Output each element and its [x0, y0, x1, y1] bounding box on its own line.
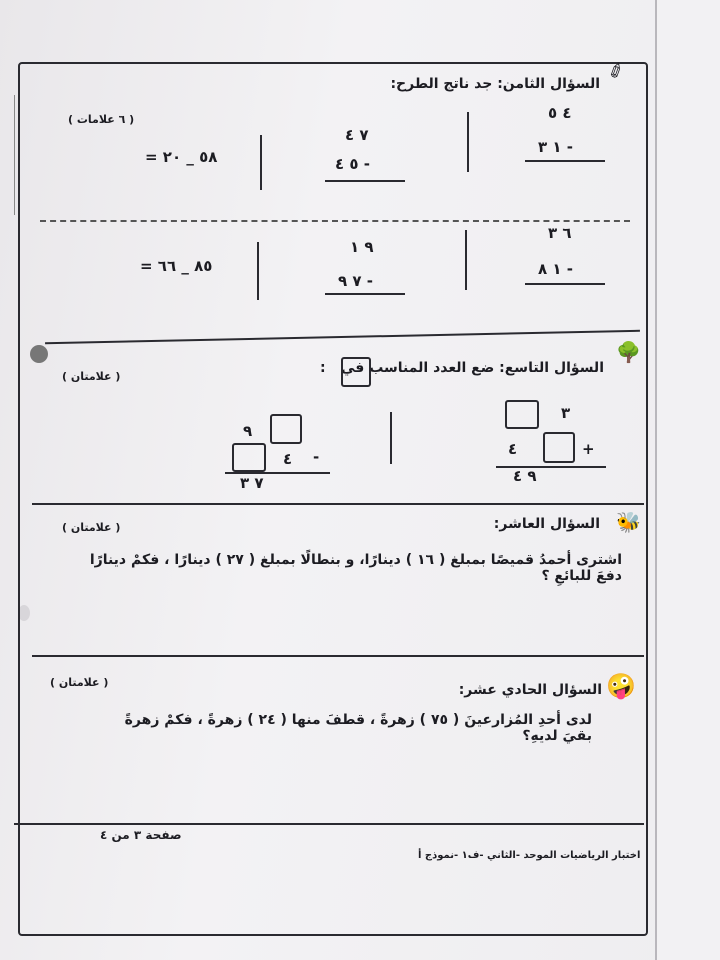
q8-p5-top: ٩ ١ — [350, 238, 374, 256]
q8-p1-bottom: ١ ٣ - — [538, 138, 573, 156]
section-divider — [32, 503, 644, 505]
answer-box[interactable] — [543, 432, 575, 463]
bee-icon: 🐝 — [616, 510, 641, 534]
q9-colon: : — [320, 360, 326, 376]
q8-title: السؤال الثامن: جد ناتج الطرح: — [390, 76, 600, 92]
question-frame — [18, 62, 648, 936]
q8-p5-line — [325, 293, 405, 295]
divider — [390, 412, 392, 464]
q9-right-top-digit: ٣ — [561, 404, 571, 422]
page-number: صفحة ٣ من ٤ — [100, 828, 182, 842]
q11-text: لدى أحدِ المُزارعينَ ( ٧٥ ) زهرةً ، قطفَ منها ( ٢٤ ) زهرةً ، فكمْ زهرةً بقيَ لديهِ؟ — [124, 712, 592, 744]
q8-marks: ( ٦ علامات ) — [68, 113, 135, 126]
answer-box[interactable] — [270, 414, 302, 444]
q8-p2-line — [325, 180, 405, 182]
q9-right-mid-digit: ٤ — [508, 440, 518, 458]
adjacent-page — [655, 0, 720, 960]
cartoon-icon: 🤪 — [606, 672, 636, 700]
q9-title: السؤال التاسع: ضع العدد المناسب في — [340, 360, 604, 376]
q10-title: السؤال العاشر: — [493, 516, 600, 532]
left-page-edge — [0, 95, 15, 215]
q8-p2-bottom: ٥ ٤ - — [335, 155, 370, 173]
q9-right-op: + — [582, 440, 598, 458]
q8-p2-top: ٧ ٤ — [345, 126, 369, 144]
q10-marks: ( علامتان ) — [62, 521, 121, 534]
q8-p4-bottom: ١ ٨ - — [538, 260, 573, 278]
tree-icon: 🌳 — [616, 340, 641, 364]
section-divider — [32, 655, 644, 657]
pencil-icon: ✏ — [602, 58, 631, 82]
q10-text: اشترى أحمدُ قميصًا بمبلغ ( ١٦ ) دينارًا، و بنطالًا بمبلغ ( ٢٧ ) دينارًا ، فكمْ دينارًا دفعَ للبائعِ ؟ — [89, 552, 622, 584]
divider — [467, 112, 469, 172]
answer-box[interactable] — [341, 357, 371, 387]
q9-left-result: ٧ ٣ — [240, 474, 264, 492]
q9-left-top-digit: ٩ — [243, 422, 253, 440]
answer-box[interactable] — [505, 400, 539, 429]
q8-p3: ٥٨ _ ٢٠ = — [145, 148, 218, 166]
q8-p5-bottom: ٧ ٩ - — [338, 272, 373, 290]
divider — [257, 242, 259, 300]
q8-p1-top: ٤ ٥ — [548, 104, 572, 122]
q8-p1-line — [525, 160, 605, 162]
q8-p4-top: ٦ ٣ — [548, 224, 572, 242]
q8-p6: ٨٥ _ ٦٦ = — [140, 257, 213, 275]
q9-left-op: - — [313, 448, 323, 466]
divider — [465, 230, 467, 290]
divider — [260, 135, 262, 190]
answer-box[interactable] — [232, 443, 266, 472]
q11-title: السؤال الحادي عشر: — [458, 682, 602, 698]
dashed-separator — [40, 220, 630, 222]
q9-right-result: ٩ ٤ — [513, 467, 537, 485]
q9-left-mid-digit: ٤ — [283, 450, 293, 468]
q9-marks: ( علامتان ) — [62, 370, 121, 383]
section-divider — [14, 823, 644, 825]
q11-marks: ( علامتان ) — [50, 676, 109, 689]
exam-name: اختبار الرياضيات الموحد -الثاني -ف١ -نموذج أ — [418, 850, 641, 861]
q8-p4-line — [525, 283, 605, 285]
